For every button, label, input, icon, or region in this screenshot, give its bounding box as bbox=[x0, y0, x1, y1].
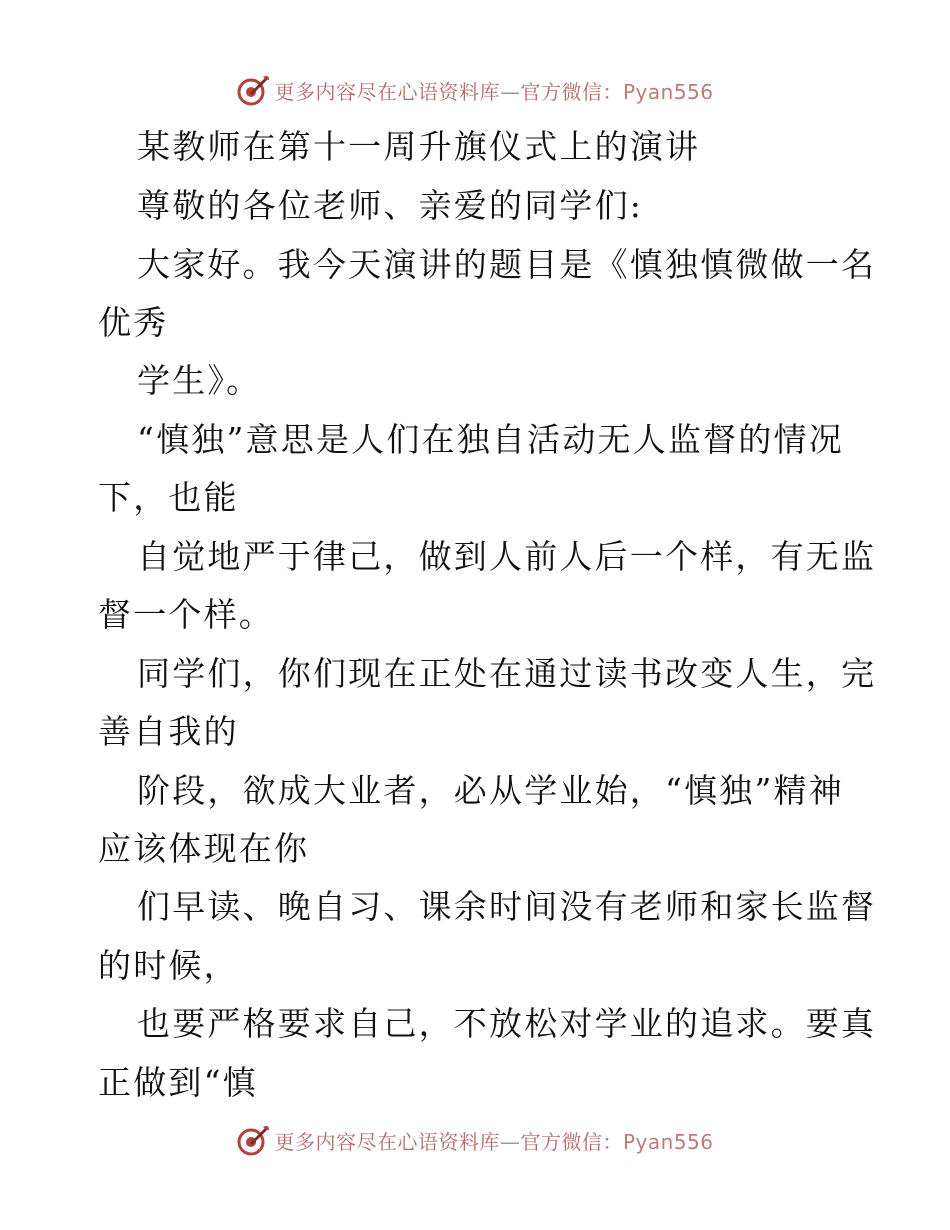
paragraph-line: 的时候， bbox=[98, 946, 239, 985]
document-title: 某教师在第十一周升旗仪式上的演讲 bbox=[137, 127, 701, 166]
banner-wechat-id: Pyan556 bbox=[622, 1129, 714, 1154]
paragraph-line: 阶段，欲成大业者，必从学业始，“慎独”精神 bbox=[137, 771, 844, 810]
paragraph-line: 学生》。 bbox=[137, 361, 262, 400]
banner-wechat-id: Pyan556 bbox=[622, 79, 714, 104]
paragraph-line: 自觉地严于律己，做到人前人后一个样，有无监 bbox=[137, 537, 877, 576]
banner-site-text: 更多内容尽在心语资料库 bbox=[274, 79, 500, 104]
banner-separator: — bbox=[499, 1129, 521, 1154]
paragraph-line: 同学们，你们现在正处在通过读书改变人生，完 bbox=[137, 654, 877, 693]
paragraph-line: “慎独”意思是人们在独自活动无人监督的情况 bbox=[137, 420, 844, 459]
paragraph-line: 也要严格要求自己，不放松对学业的追求。要真 bbox=[137, 1004, 877, 1043]
paragraph-line: 督一个样。 bbox=[98, 595, 274, 634]
banner-separator: — bbox=[499, 79, 521, 104]
banner-site-text: 更多内容尽在心语资料库 bbox=[274, 1129, 500, 1154]
paragraph-line: 善自我的 bbox=[98, 712, 239, 751]
paragraph-line: 优秀 bbox=[98, 303, 169, 342]
banner-text bbox=[274, 1126, 713, 1155]
quill-logo-icon bbox=[236, 1123, 270, 1157]
footer-banner bbox=[0, 1120, 950, 1160]
paragraph-line: 们早读、晚自习、课余时间没有老师和家长监督 bbox=[137, 887, 877, 926]
paragraph-line: 大家好。我今天演讲的题目是《慎独慎微做一名 bbox=[137, 245, 877, 284]
document-salutation: 尊敬的各位老师、亲爱的同学们: bbox=[137, 186, 644, 225]
banner-wechat-label: 官方微信： bbox=[520, 1129, 623, 1154]
paragraph-line: 应该体现在你 bbox=[98, 829, 310, 868]
paragraph-line: 正做到“慎 bbox=[98, 1063, 258, 1102]
banner-wechat-label: 官方微信： bbox=[520, 79, 623, 104]
paragraph-line: 下，也能 bbox=[98, 478, 239, 517]
